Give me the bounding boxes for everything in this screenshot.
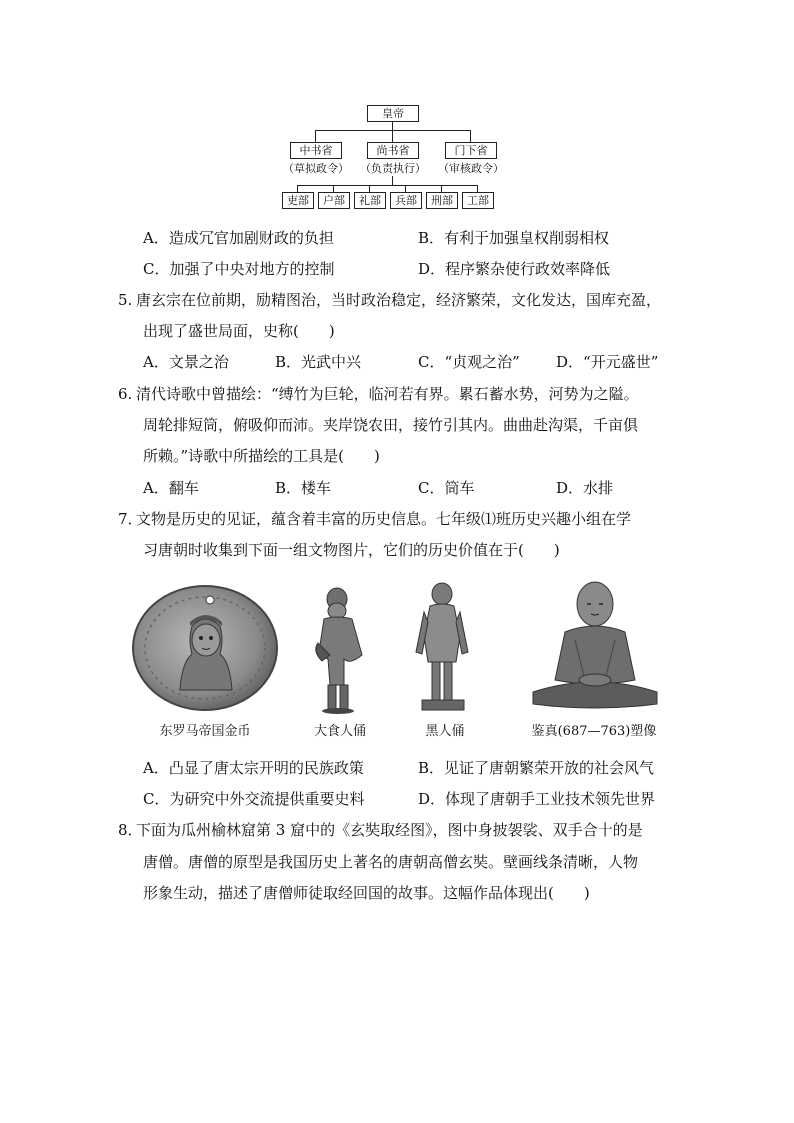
q4-option-d: D．程序繁杂使行政效率降低 (418, 260, 611, 278)
q6-option-b: B．楼车 (275, 479, 332, 497)
q7-option-a: A．凸显了唐太宗开明的民族政策 (143, 759, 364, 777)
org-ministry: 吏部 (282, 192, 314, 209)
q7-stem-line1: 文物是历史的见证，蕴含着丰富的历史信息。七年级⑴班历史兴趣小组在学 (136, 510, 632, 528)
q6-stem-line2: 周轮排短筒，俯吸仰而沛。夹岸饶农田，接竹引其内。曲曲赴沟渠，千亩俱 (143, 416, 639, 434)
q8-number: 8． (118, 821, 143, 839)
q8-stem-line3: 形象生动，描述了唐僧师徒取经回国的故事。这幅作品体现出( ) (143, 884, 590, 902)
coin-caption: 东罗马帝国金币 (159, 724, 251, 739)
q5-option-d: D．“开元盛世” (556, 353, 659, 371)
q4-option-b: B．有利于加强皇权削弱相权 (418, 229, 610, 247)
org-ministry: 工部 (462, 192, 494, 209)
org-ministry: 户部 (318, 192, 350, 209)
org-connector (369, 185, 370, 192)
org-dept-role: （负责执行） (360, 162, 426, 175)
byzantine-gold-coin-image (130, 582, 280, 712)
q5-option-c: C．“贞观之治” (418, 353, 520, 371)
jianzhen-caption: 鉴真(687—763)塑像 (531, 724, 657, 739)
org-chart (270, 100, 540, 218)
black-figurine-caption: 黑人俑 (425, 724, 465, 739)
org-connector (441, 185, 442, 192)
org-connector (297, 185, 298, 192)
q7-option-b: B．见证了唐朝繁荣开放的社会风气 (418, 759, 655, 777)
arab-figurine-image (300, 585, 380, 715)
org-connector (315, 130, 316, 142)
q4-option-c: C．加强了中央对地方的控制 (143, 260, 335, 278)
org-connector (392, 121, 393, 130)
q7-option-d: D．体现了唐朝手工业技术领先世界 (418, 790, 656, 808)
org-dept-zhongshu: 中书省 (290, 142, 342, 159)
q6-stem-line1: 清代诗歌中曾描绘：“缚竹为巨轮，临河若有界。累石蓄水势，河势为之隘。 (136, 385, 639, 403)
org-connector (477, 185, 478, 192)
org-connector (405, 185, 406, 192)
q5-number: 5. (118, 291, 133, 309)
q7-option-c: C．为研究中外交流提供重要史料 (143, 790, 365, 808)
org-connector (297, 185, 478, 186)
jianzhen-statue-image (525, 580, 665, 716)
org-connector (333, 185, 334, 192)
q4-option-a: A．造成冗官加剧财政的负担 (143, 229, 334, 247)
q8-stem-line1: 下面为瓜州榆林窟第 3 窟中的《玄奘取经图》，图中身披袈裟、双手合十的是 (136, 821, 643, 839)
org-connector (470, 130, 471, 142)
q5-option-a: A．文景之治 (143, 353, 229, 371)
q5-option-b: B．光武中兴 (275, 353, 362, 371)
q8-stem-line2: 唐僧。唐僧的原型是我国历史上著名的唐朝高僧玄奘。壁画线条清晰，人物 (143, 853, 639, 871)
q6-stem-line3: 所赖。”诗歌中所描绘的工具是( ) (143, 447, 380, 465)
q7-stem-line2: 习唐朝时收集到下面一组文物图片，它们的历史价值在于( ) (143, 541, 560, 559)
org-ministry: 刑部 (426, 192, 458, 209)
arab-figurine-caption: 大食人俑 (313, 724, 366, 739)
org-dept-menxia: 门下省 (445, 142, 497, 159)
org-ministry: 礼部 (354, 192, 386, 209)
q5-stem-line1: 唐玄宗在位前期，励精图治，当时政治稳定，经济繁荣，文化发达，国库充盈， (136, 291, 662, 309)
org-dept-role: （审核政令） (438, 162, 504, 175)
org-dept-shangshu: 尚书省 (367, 142, 419, 159)
q6-option-a: A．翻车 (143, 479, 199, 497)
q7-number: 7． (118, 510, 143, 528)
org-ministry: 兵部 (390, 192, 422, 209)
q6-number: 6. (118, 385, 133, 403)
org-dept-role: （草拟政令） (283, 162, 349, 175)
q5-stem-line2: 出现了盛世局面，史称( ) (143, 322, 335, 340)
org-connector (392, 130, 393, 142)
org-emperor: 皇帝 (367, 105, 419, 122)
black-figurine-image (408, 582, 478, 714)
org-connector (392, 176, 393, 185)
q6-option-d: D．水排 (556, 479, 614, 497)
q6-option-c: C．筒车 (418, 479, 475, 497)
